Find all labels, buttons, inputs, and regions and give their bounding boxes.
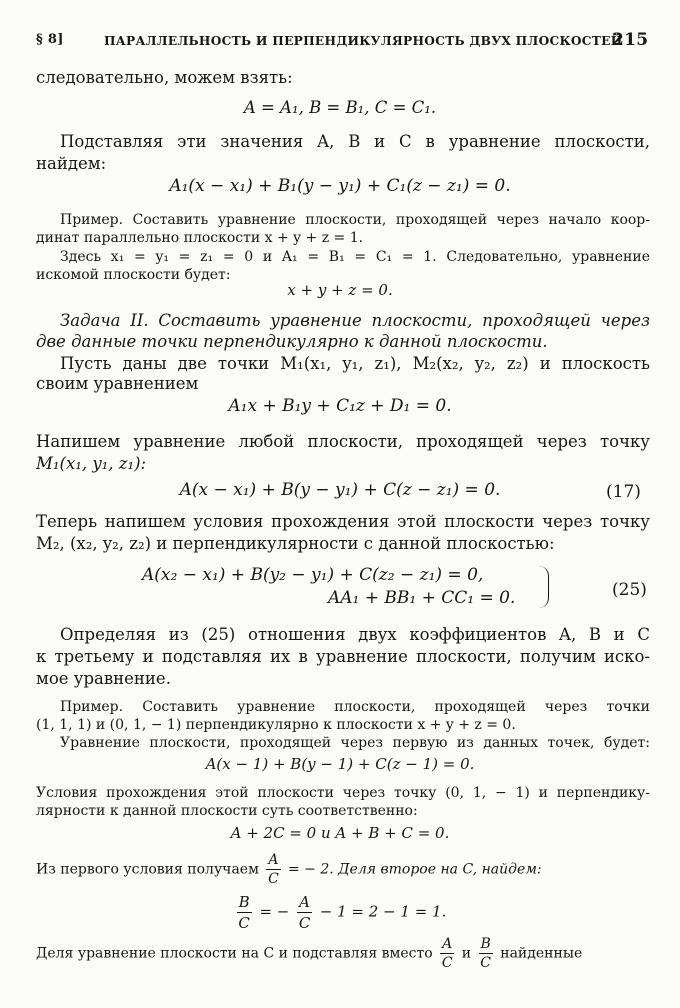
fraction-numerator: A [268,852,279,868]
text-line: Подставляя эти значения A, B и C в уравнение плоскости, [60,132,650,151]
task-heading: Задача II. Составить уравнение плоскости, проходящей через [60,311,650,330]
fraction-denominator: C [298,914,311,932]
equation: A + 2C = 0 и A + B + C = 0. [230,824,450,842]
fraction-numerator: B [480,936,491,952]
text-span: = − 2. Деля второе на C, найдем: [288,861,542,878]
equation-with-fractions [0,893,680,932]
equation: x + y + z = 0. [287,281,393,299]
fraction-b-over-c [479,936,493,971]
text-line: M₁(x₁, y₁, z₁): [36,454,147,473]
text-line: мое уравнение. [36,669,171,688]
text-span: Из первого условия получаем [36,861,259,878]
fraction-denominator: C [441,955,453,971]
example-text-with-fraction [36,852,542,887]
task-heading: две данные точки перпендикулярно к данной плоскости. [36,332,548,351]
equation: AA₁ + BB₁ + CC₁ = 0. [328,588,516,608]
example-text: динат параллельно плоскости x + y + z = 1. [36,230,364,246]
text-span: − 1 = 2 − 1 = 1. [319,902,447,921]
example-text: (1, 1, 1) и (0, 1, − 1) перпендикулярно к плоскости x + y + z = 0. [36,717,516,733]
equation: A(x − x₁) + B(y − y₁) + C(z − z₁) = 0. [179,480,501,500]
text-span: и [461,945,472,962]
fraction-a-over-c [297,893,312,932]
example-text: искомой плоскости будет: [36,267,231,283]
fraction-numerator: A [442,936,453,952]
text-span: найденные [500,945,583,962]
text-line: своим уравнением [36,374,199,393]
equation-number: (17) [606,482,641,502]
section-marker: § 8] [36,32,64,47]
running-title: ПАРАЛЛЕЛЬНОСТЬ И ПЕРПЕНДИКУЛЯРНОСТЬ ДВУХ ПЛОСКОСТЕЙ [104,34,623,48]
equation-number: (25) [612,580,647,600]
fraction-denominator: C [238,914,250,932]
page-number: 215 [612,30,649,50]
fraction-a-over-c [266,852,280,887]
text-span: = − [259,902,290,921]
example-text: Пример. Составить уравнение плоскости, проходящей через начало коор- [60,212,650,228]
text-line: M₂, (x₂, y₂, z₂) и перпендикулярности с данной плоскостью: [36,534,555,553]
fraction-denominator: C [480,955,491,971]
example-text: Пример. Составить уравнение плоскости, проходящей через точки [60,699,650,715]
example-text-with-fraction [36,936,650,971]
brace-icon [536,566,549,608]
text-line: найдем: [36,154,107,173]
text-line: следовательно, можем взять: [36,68,293,87]
text-line: Пусть даны две точки M₁(x₁, y₁, z₁), M₂(x₂, y₂, z₂) и плоскость [60,354,650,373]
fraction-b-over-c [237,893,252,932]
equation: A(x − 1) + B(y − 1) + C(z − 1) = 0. [205,755,475,773]
text-span: Деля уравнение плоскости на C и подставляя вместо [36,945,433,962]
example-text: Условия прохождения этой плоскости через точку (0, 1, − 1) и перпендику- [36,785,650,801]
equation: A(x₂ − x₁) + B(y₂ − y₁) + C(z₂ − z₁) = 0, [142,565,484,585]
text-line: Определяя из (25) отношения двух коэффициентов A, B и C [60,625,650,644]
example-text: Здесь x₁ = y₁ = z₁ = 0 и A₁ = B₁ = C₁ = 1. Следовательно, уравнение [60,249,650,265]
equation: A₁(x − x₁) + B₁(y − y₁) + C₁(z − z₁) = 0. [169,176,511,196]
text-line: Теперь напишем условия прохождения этой плоскости через точку [36,512,650,531]
equation: A = A₁, B = B₁, C = C₁. [243,98,437,117]
text-line: к третьему и подставляя их в уравнение плоскости, получим иско- [36,647,650,666]
fraction-numerator: B [238,893,250,911]
equation: A₁x + B₁y + C₁z + D₁ = 0. [228,396,452,416]
example-text: лярности к данной плоскости суть соответственно: [36,803,418,819]
fraction-denominator: C [268,871,279,887]
fraction-numerator: A [299,893,310,911]
example-text: Уравнение плоскости, проходящей через первую из данных точек, будет: [60,735,650,751]
fraction-a-over-c [440,936,454,971]
text-line: Напишем уравнение любой плоскости, проходящей через точку [36,432,650,451]
